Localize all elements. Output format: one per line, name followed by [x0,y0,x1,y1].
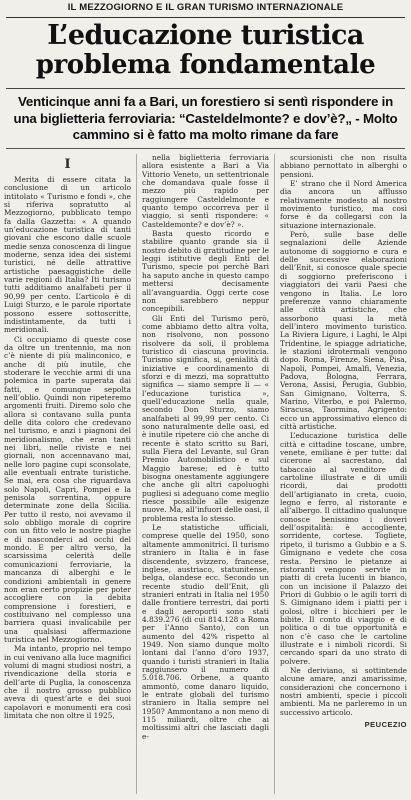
author-signature: PEUCEZIO [364,720,407,730]
paragraph: Però, sulle base delle segnalazioni delle Aziende autonome di soggiorno e cura e delle successive elaborazioni dell’Enit, si conosce quale specie di soggiorno preferiscono i viaggiatori dei varii Paesi che vengono in Italia. Le loro preferenze vanno chiaramente alle città artistiche, che assorbono quasi la metà dell’intero movimento turistico. La Riviera Ligure, i Laghi, le Alpi Tridentine, le spiagge adriatiche, le stazioni idrotermali vengono dopo. Roma, Firenze, Siena, Pisa, Napoli, Pompei, Amalfi, Venezia, Padova, Bologna, Ferrara, Verona, Assisi, Perugia, Gubbio, San Gimignano, Volterra, S. Marino, Viterbo, e poi Palermo, Siracusa, Taormina, Agrigento: ecco un approssimativo elenco di città artistiche. [280,230,407,431]
headline-line-1: L’educazione turistica [47,20,364,51]
article-column-1 [4,154,131,794]
paragraph: Gli Enti del Turismo però, come abbiamo detto altra volta, non risolvono, non possono risolvere da soli, il problema turistico di ciascuna provincia. Turismo significa, si, genialità di iniziative e coordinamento di sforzi e di mezzi, ma soprattutto significa — siamo sempre li — « l’educazione turistica », quell’educazione nella quale, secondo Don Sturzo, siamo analfabeti al 99,99 per cento. Ci sono naturalmente delle oasi, ed è inutile ripetere ciò che anche di recente è stato scritto su Bari, sulla Fiera del Levante, sul Gran Premio Automobilistico e sul Maggio barese; ed è tutto bisogna onestamente aggiungere che anche gli altri capoluoghi pugliesi si adeguano come meglio riesce possibile alle esigenze nuove. Ma, all’infuori delle oasi, il problema resta lo stesso. [142,313,269,523]
headline-line-2: problema fondamentale [35,50,376,81]
paragraph: Merita di essere citata la conclusione di un articolo intitolato « Turismo e fondi », che si riferiva sopratutto al Mezzogiorno, pubblicato tempo fa dalla Gazzetta: « A quando un’educazione turistica di tanti giovani che escono dalle scuole medie senza conoscenza di lingue moderne, senza idea dei sistemi turistici, né delle attrattive artistiche paesaggistiche delle varie regioni di Italia? Iti turismo tutti additiamo analfabeti per il 90,99 per cento. L’articolo è di Luigi Sturzo, e le parole riportate possono essere sottoscritte, indistintamente, da tutti i meridionali. [4,175,131,335]
paragraph: scursionisti che non risulta abbiano pernottato in alberghi o pensioni. [280,154,407,179]
paragraph: Ne deriviano, si sottintende alcune amare, anzi amarissime, considerazioni che concernono i nostri ambienti, specie i piccoli ambienti. Ma ne parleremo in un successivo articolo. [280,665,407,717]
initial-letter: I [64,157,71,172]
section-rubric: IL MEZZOGIORNO E IL GRAN TURISMO INTERNAZIONALE [67,2,344,13]
headline-divider [6,88,405,89]
paragraph: Basta questo ricordo e stabilire quanto grande sia il nostro debito di gratitudine per le leggi istitutive degli Enti del Turismo, specie poi perchè Bari ha saputo anche in questo campo mettersi decisamente all’avanguardia. Oggi certe cose non sarebbero neppur concepibili. [142,229,269,314]
paragraph: Le statistiche ufficiali, comprese quelle del 1950, sono altamente ammonitrici. Il turismo straniero in Italia è in fase discendente, svizzero, francese, inglese, austriaco, statunitense, belga, olandese ecc. Secondo un recente studio dell’Enit, gli stranieri entrati in Italia nel 1950 dalle frontiere terrestri, dai porti e dagli aeroporti sono stati 4.839.276 (di cui 814.128 a Roma per l’Anno Santo), con un aumento del 42% rispetto al 1949. Non siamo dunque molto lontani dal l’anno d’oro 1937, quando i turisti stranieri in Italia raggiunsero il numero di 5.018.706. Orbene, a quanto ammontò, come danaro liquido, le entrate globali del turismo straniero in Italia sempre nel 1950? Ammontano a non meno di 115 miliardi, oltre che ai moltissimi altri che lasciati dagli e- [142,523,269,741]
paragraph: Ci occupiamo di queste cose da oltre un trentennio, ma non c’è niente di più malinconico, e anche di più inutile, che stoderare le vecchie armi di una polemica in parte superata dai fatti, e comunque sepolta nell’oblio. Quindi non ripeteremo argomenti fruiti. Diremo solo che allora si contavano sulla punta delle dita coloro che credevano nel turismo, e anzi i piagnoni del meridionalismo, che eran tanti nei libri, nelle riviste e nei giornali, non accennavano mai, nelle loro pagine cupi sconsolate, alle eventuali entrate turistiche. Se mai, era cosa che riguardava solo Napoli, Capri, Pompei e la penisola sorrentina, oppure determinate zone della Sicilia. Per tutto il resto, noi avevamo il solo obbligo morale di coprire con un fitto velo le nostre piaghe e di nasconderci ad occhi del mondo. E per altro verso, la scarsissima celerità delle comunicazioni ferroviarie, la mancanza di alberghi e le condizioni ambientali in genere non eran certo propizie per poter accogliere con la debita comprensione i forestieri, e costituivano nel complesso una barriera quasi invalicabile per una qualsiasi affermazione turistica nel Mezzogiorno. [4,334,131,644]
article-body [4,154,407,794]
article-column-2 [136,154,269,794]
paragraph: nella biglietteria ferroviaria allora esistente a Bari a Via Vittorio Veneto, un settentrionale che domandava quale fosse il mezzo più rapido per raggiungere Casteldelmonte e quanto tempo occorreva per il viaggio, si sentì rispondere: « Casteldemonte? e dov’è? ». [142,154,269,229]
subheadline: Venticinque anni fa a Bari, un forestiero si sentì rispondere in una biglietteria ferroviaria: “Casteldelmonte? e dov’è?„ - Molto cammino si è fatto ma molto rimane da fare [13,94,398,142]
headline [0,22,411,80]
paragraph: E’ strano che il Nord America dia ancora un afflusso relativamente modesto al nostro movimento turistico, ma così forse è da collegarsi con la situazione internazionale. [280,179,407,230]
top-divider [6,17,405,18]
subheadline-divider [6,148,405,149]
paragraph: Ma intanto, proprio nel tempo in cui venivano alla luce magnifici volumi di magni studiosi nostri, a rivendicazione della storia e dell’arte di Puglia, la conoscenza che il nostro grosso pubblico aveva di quest’arte e dei suoi capolavori e monumenti era così limitata che non oltre il 1925, [4,644,131,720]
paragraph: L’educazione turistica delle città e cittadine toscane, umbre, venete, emiliane è per tutte: dal cicerone al sacrestano, dal tabaccaio al venditore di cartoline illustrate e di umili ricordi, dai prodotti dell’artigianato in creta, cuoio, legno e ferro, al ristorante e all’albergo. Il cittadino qualunque conosce benissimo i doveri dell’ospitalità: è accogliente, sorridente, cortese. Togliete, ripeto, il turismo a Gubbio e a S. Gimignano e vedete che cosa resta. Persino le pietanze ai ristoranti vengono servite in piatti di creta lucenti in bianco, con un incisione il Palazzo dei Priori di Gubbio o le agili torri di S. Gimignano idem i piatti per i golosi, oltre i bicchieri per le bibite. Il conto di viaggio e di politica o di tue opportunità e non c’è caso che le cartoline illustrate e i nimboli ricordi. Si cercando spari da uno strato di polvere. [280,431,407,666]
article-column-3 [274,154,407,794]
